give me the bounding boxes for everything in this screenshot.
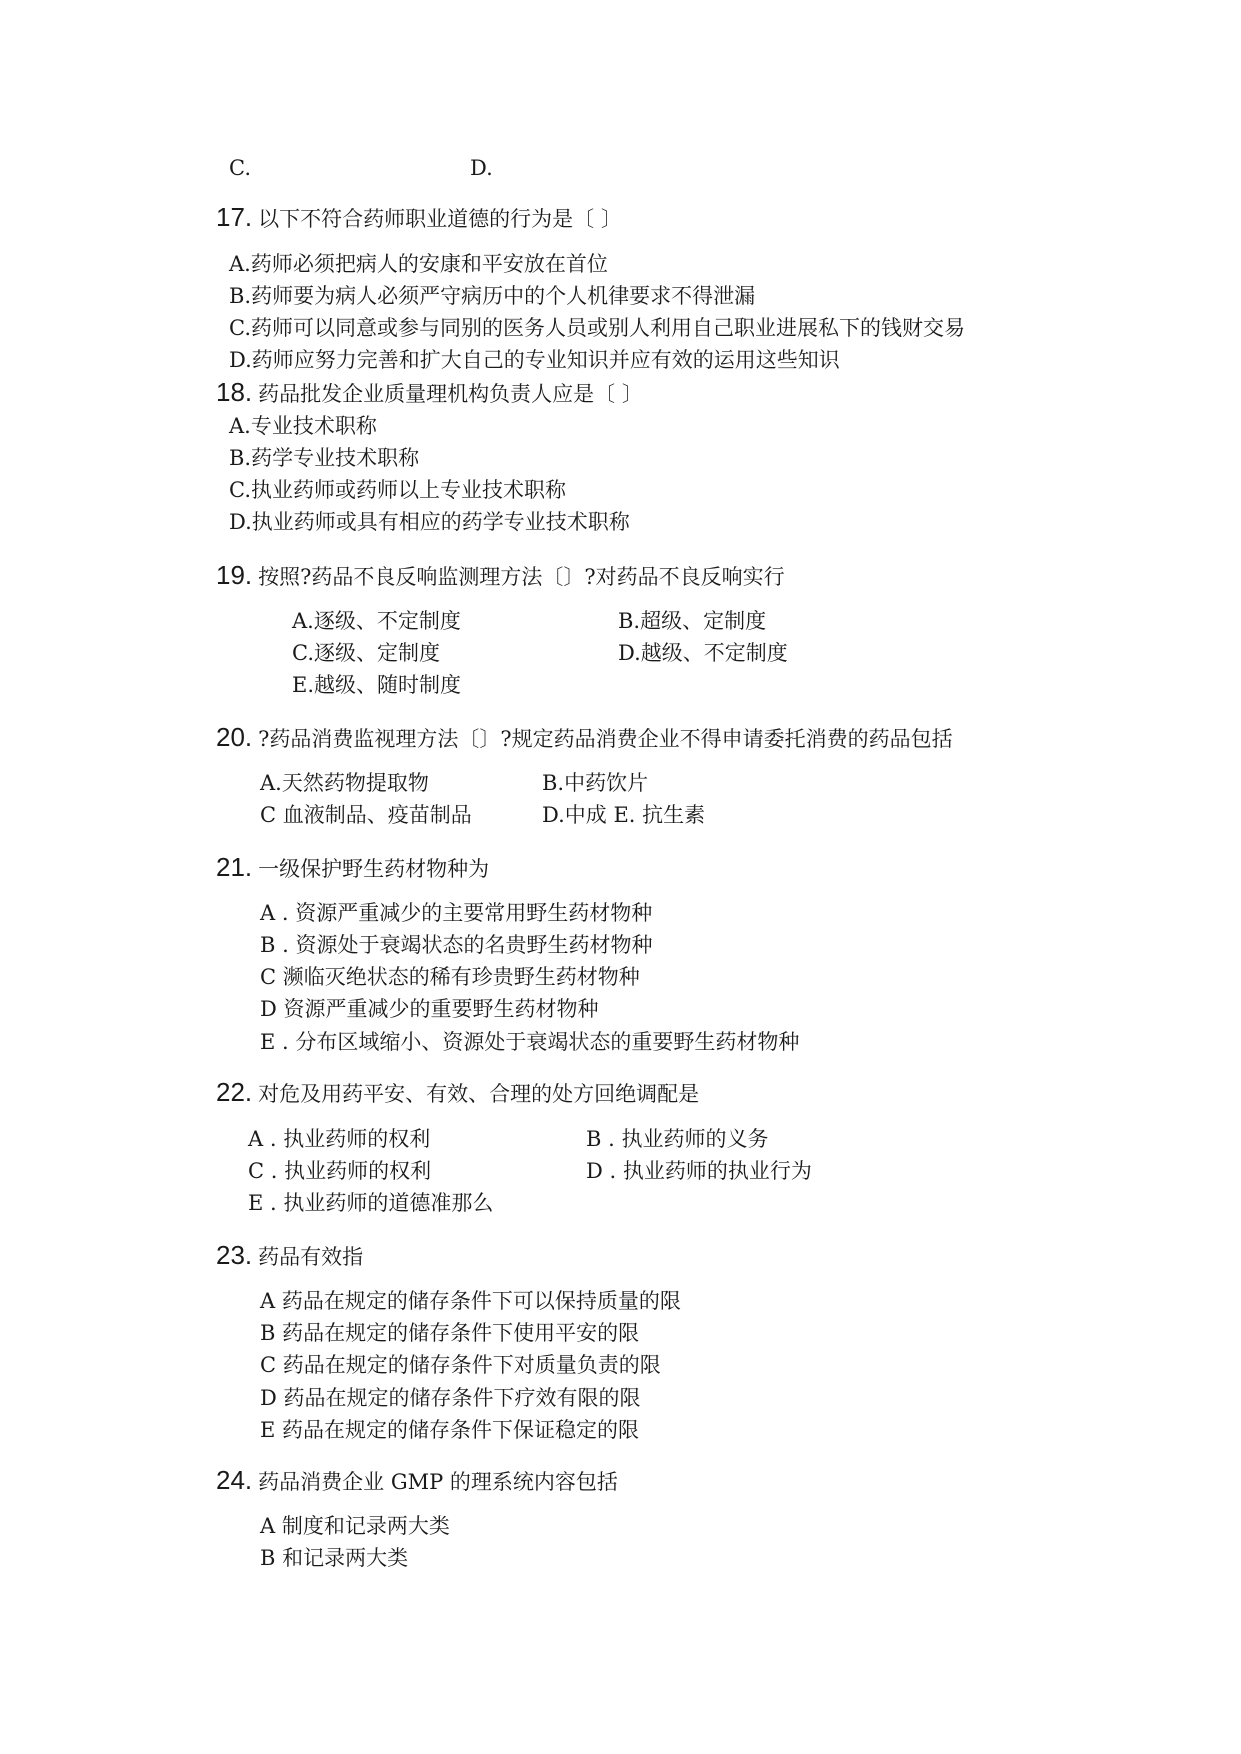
question-24	[216, 1465, 618, 1497]
question-stem: 对危及用药平安、有效、合理的处方回绝调配是	[258, 1082, 700, 1106]
question-21	[216, 852, 489, 884]
question-stem: 药品有效指	[258, 1245, 364, 1269]
option-c: C 药品在规定的储存条件下对质量负责的限	[260, 1353, 661, 1377]
question-number: 21.	[216, 852, 253, 882]
question-20	[216, 722, 953, 754]
option-d: D.药师应努力完善和扩大自己的专业知识并应有效的运用这些知识	[229, 348, 840, 372]
question-number: 19.	[216, 560, 253, 590]
question-stem: 一级保护野生药材物种为	[258, 857, 490, 881]
option-a: A . 资源严重减少的主要常用野生药材物种	[260, 901, 653, 925]
option-b: B . 资源处于衰竭状态的名贵野生药材物种	[260, 933, 653, 957]
question-23	[216, 1240, 363, 1272]
question-stem: ?药品消费监视理方法〔〕?规定药品消费企业不得申请委托消费的药品包括	[258, 727, 953, 751]
option-e: E . 分布区域缩小、资源处于衰竭状态的重要野生药材物种	[260, 1030, 800, 1054]
option-e: E.越级、随时制度	[292, 673, 462, 697]
option-b: B.药师要为病人必须严守病历中的个人机律要求不得泄漏	[229, 284, 756, 308]
question-stem: 以下不符合药师职业道德的行为是〔 〕	[258, 207, 622, 231]
option-e: E 药品在规定的储存条件下保证稳定的限	[260, 1418, 640, 1442]
option-c: C 血液制品、疫苗制品	[260, 803, 472, 827]
option-b: B . 执业药师的义务	[586, 1127, 769, 1151]
option-a: A 药品在规定的储存条件下可以保持质量的限	[260, 1289, 681, 1313]
question-18	[216, 377, 643, 409]
option-a: A . 执业药师的权利	[248, 1127, 431, 1151]
option-b: B.药学专业技术职称	[229, 446, 420, 470]
option-c: C . 执业药师的权利	[248, 1159, 432, 1183]
option-e: E . 执业药师的道德准那么	[248, 1191, 494, 1215]
question-stem: 按照?药品不良反响监测理方法〔〕?对药品不良反响实行	[258, 565, 785, 589]
option-d: D.	[470, 156, 493, 180]
question-number: 18.	[216, 377, 253, 407]
option-c: C 濒临灭绝状态的稀有珍贵野生药材物种	[260, 965, 640, 989]
question-stem: 药品批发企业质量理机构负责人应是〔 〕	[258, 382, 643, 406]
option-c: C.	[229, 156, 251, 180]
option-a: A.逐级、不定制度	[292, 609, 461, 633]
question-22	[216, 1077, 699, 1109]
option-d: D.越级、不定制度	[618, 641, 788, 665]
question-number: 23.	[216, 1240, 253, 1270]
option-a: A 制度和记录两大类	[260, 1514, 450, 1538]
option-a: A.天然药物提取物	[260, 771, 429, 795]
question-17	[216, 202, 622, 234]
question-19	[216, 560, 785, 592]
question-stem: 药品消费企业 GMP 的理系统内容包括	[258, 1470, 618, 1494]
question-number: 24.	[216, 1465, 253, 1495]
option-d: D.执业药师或具有相应的药学专业技术职称	[229, 510, 630, 534]
question-number: 20.	[216, 722, 253, 752]
option-d: D.中成 E. 抗生素	[542, 803, 706, 827]
option-b: B 药品在规定的储存条件下使用平安的限	[260, 1321, 640, 1345]
option-a: A.专业技术职称	[229, 414, 377, 438]
option-d: D . 执业药师的执业行为	[586, 1159, 812, 1183]
option-b: B.中药饮片	[542, 771, 649, 795]
option-c: C.执业药师或药师以上专业技术职称	[229, 478, 566, 502]
option-b: B 和记录两大类	[260, 1546, 409, 1570]
question-number: 17.	[216, 202, 253, 232]
question-number: 22.	[216, 1077, 253, 1107]
option-d: D 药品在规定的储存条件下疗效有限的限	[260, 1386, 641, 1410]
option-a: A.药师必须把病人的安康和平安放在首位	[229, 252, 608, 276]
option-b: B.超级、定制度	[618, 609, 767, 633]
option-c: C.药师可以同意或参与同别的医务人员或别人利用自己职业进展私下的钱财交易	[229, 316, 965, 340]
option-d: D 资源严重减少的重要野生药材物种	[260, 997, 599, 1021]
option-c: C.逐级、定制度	[292, 641, 440, 665]
